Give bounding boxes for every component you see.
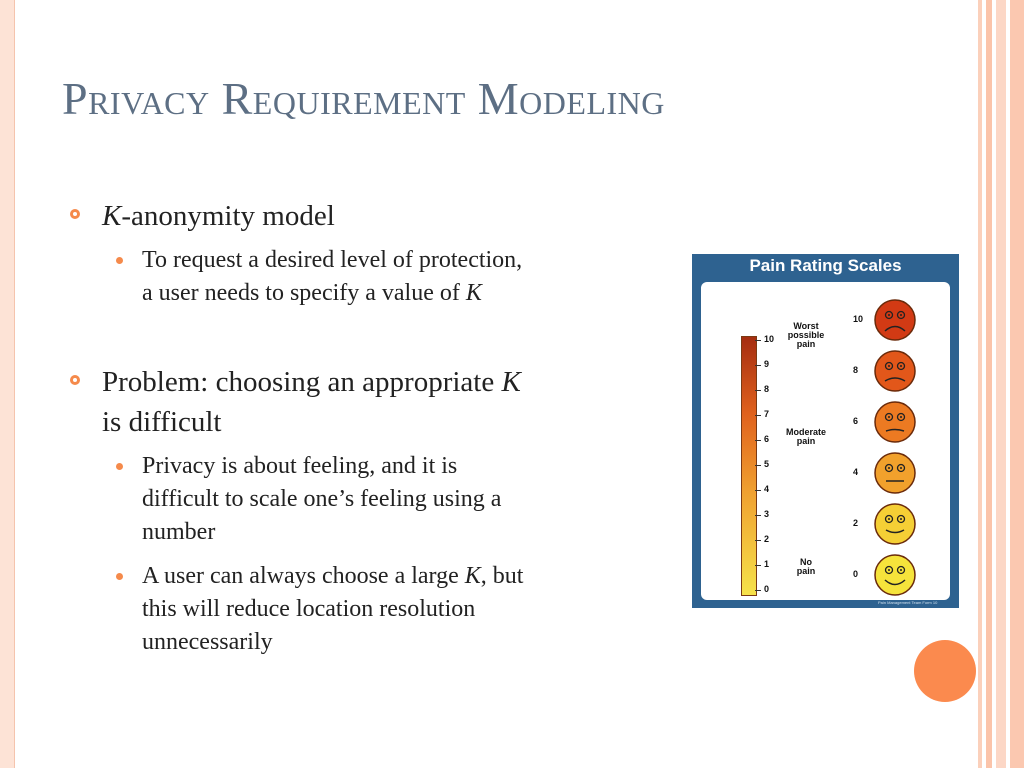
sub-bullet-line: A user can always choose a large K, but xyxy=(142,563,524,589)
pain-rating-scale-image xyxy=(692,254,959,608)
sub-bullet-line: difficult to scale one’s feeling using a xyxy=(142,486,502,512)
bullet-dot-icon xyxy=(116,463,123,470)
bullet-dot-icon xyxy=(116,573,123,580)
desc-no-pain: No pain xyxy=(796,557,816,576)
bullet-text: is difficult xyxy=(102,406,222,438)
scale-tick-label: 0 xyxy=(764,584,770,594)
scale-tick-label: 9 xyxy=(764,359,770,369)
sub-bullet-line: this will reduce location resolution xyxy=(142,596,476,622)
scale-tick-label: 4 xyxy=(764,484,770,494)
face-label: 6 xyxy=(853,416,859,426)
desc-worst-pain: Worst possible pain xyxy=(787,321,825,349)
scale-tick xyxy=(755,365,761,366)
decorative-orange-circle xyxy=(914,640,976,702)
scale-tick xyxy=(755,540,761,541)
sub-bullet-line: a user needs to specify a value of K xyxy=(142,280,482,306)
pain-face-icon xyxy=(873,400,917,444)
bullet-text: K-anonymity model xyxy=(102,200,335,232)
pain-gradient-bar xyxy=(741,336,757,596)
scale-tick-label: 5 xyxy=(764,459,770,469)
bullet-ring-icon xyxy=(70,209,80,219)
pain-face-icon xyxy=(873,298,917,342)
pain-face-icon xyxy=(873,553,917,597)
left-border-decoration xyxy=(0,0,15,768)
scale-tick xyxy=(755,565,761,566)
sub-bullet-line: unnecessarily xyxy=(142,629,273,655)
scale-tick xyxy=(755,440,761,441)
bullet-dot-icon xyxy=(116,257,123,264)
scale-tick-label: 10 xyxy=(764,334,775,344)
bullet-ring-icon xyxy=(70,375,80,385)
scale-tick-label: 2 xyxy=(764,534,770,544)
pain-chart-title: Pain Rating Scales xyxy=(749,256,902,275)
scale-tick-label: 8 xyxy=(764,384,770,394)
scale-tick xyxy=(755,340,761,341)
scale-tick xyxy=(755,390,761,391)
pain-face-icon xyxy=(873,451,917,495)
face-label: 10 xyxy=(853,314,864,324)
pain-face-icon xyxy=(873,502,917,546)
scale-tick-label: 6 xyxy=(764,434,770,444)
scale-tick xyxy=(755,515,761,516)
sub-bullet-line: number xyxy=(142,519,216,545)
scale-tick xyxy=(755,465,761,466)
slide-title: Privacy Requirement Modeling xyxy=(62,73,665,124)
scale-tick-label: 1 xyxy=(764,559,770,569)
pain-chart-footnote: Pain Management Team Form 10 xyxy=(878,600,938,605)
scale-tick-label: 3 xyxy=(764,509,770,519)
right-stripe-decoration xyxy=(978,0,1024,768)
scale-tick xyxy=(755,490,761,491)
face-label: 2 xyxy=(853,518,859,528)
scale-tick xyxy=(755,415,761,416)
pain-chart-panel xyxy=(701,282,950,600)
face-label: 4 xyxy=(853,467,859,477)
face-label: 0 xyxy=(853,569,859,579)
sub-bullet-line: To request a desired level of protection, xyxy=(142,247,523,273)
face-label: 8 xyxy=(853,365,859,375)
scale-tick xyxy=(755,590,761,591)
scale-tick-label: 7 xyxy=(764,409,770,419)
pain-face-icon xyxy=(873,349,917,393)
sub-bullet-line: Privacy is about feeling, and it is xyxy=(142,453,458,479)
desc-moderate-pain: Moderate pain xyxy=(785,427,826,446)
bullet-text: Problem: choosing an appropriate K xyxy=(102,366,521,398)
